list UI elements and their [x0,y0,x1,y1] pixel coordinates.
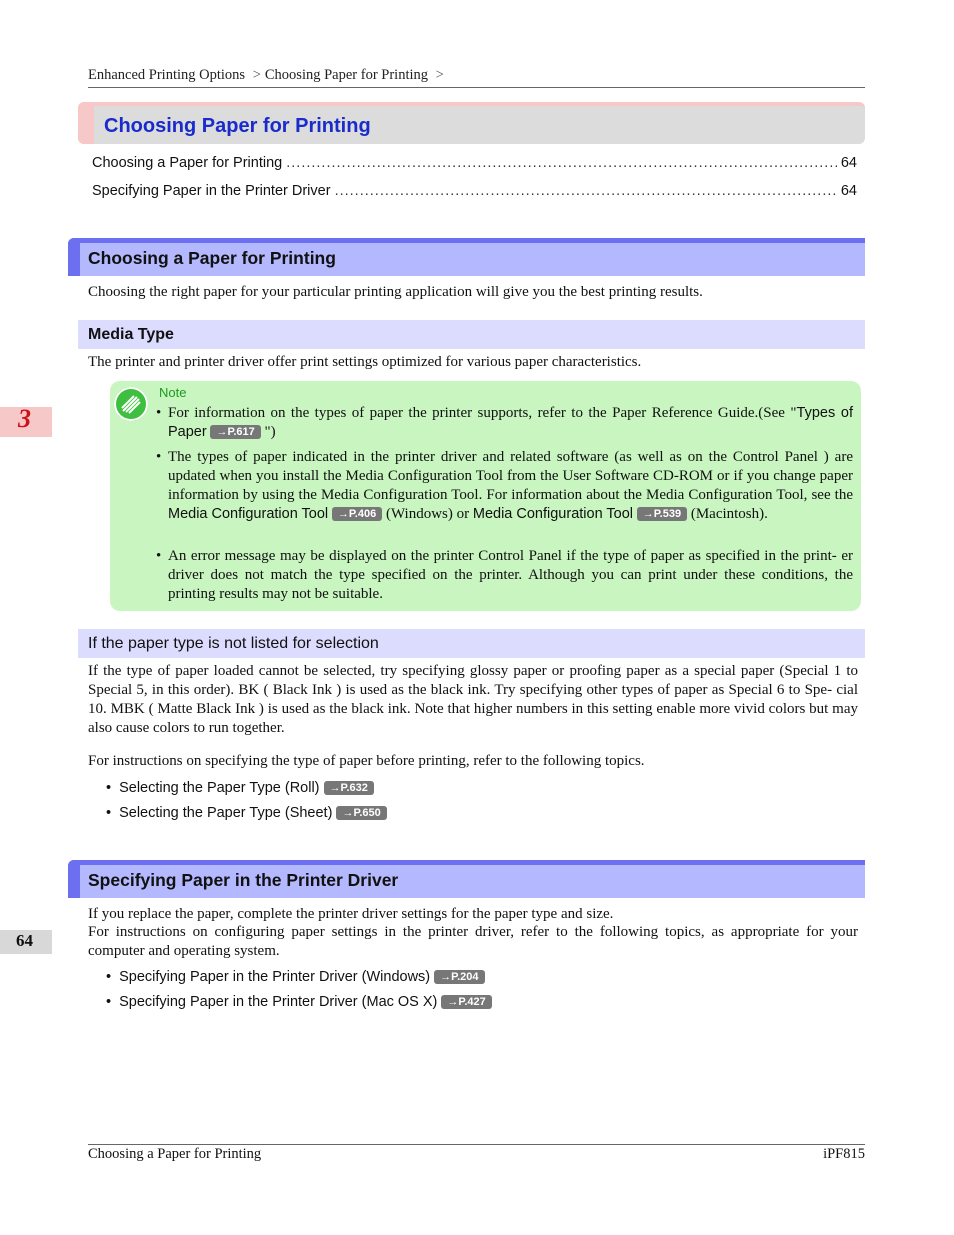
note-text: ") [260,424,276,440]
footer-title: Choosing a Paper for Printing [88,1146,262,1162]
subsection-title: If the paper type is not listed for selection [88,635,379,652]
toc-entry[interactable] [92,155,857,171]
toc-entry-label[interactable]: Specifying Paper in the Printer Driver [92,183,331,199]
page-ref-badge[interactable]: →P.204 [434,970,484,984]
page-ref-badge[interactable]: →P.632 [324,781,374,795]
not-listed-paragraph: If the type of paper loaded cannot be selected, try specifying glossy paper or proofing paper as a special paper (Special 1 to Special 5, in this order). BK ( Black Ink ) is used as the black ink. Try specifying other types of paper as Special 6 to Spe- cial 10. MBK ( Matte Black Ink ) is used as the black ink. Note that higher numbers in this setting enable more vivid colors but may also cause colors to run together. [88,663,858,736]
header-divider [88,87,865,88]
note-item: • For information on the types of paper the printer supports, refer to the Paper Reference Guide.(See "Types of Paper →P.617 ") [156,405,853,440]
toc-entry-page: 64 [840,155,857,171]
breadcrumb-item-choosing[interactable]: Choosing Paper for Printing [264,67,429,83]
media-configuration-tool-link[interactable]: Media Configuration Tool [168,506,329,522]
page-ref-badge[interactable]: →P.539 [637,507,687,521]
footer-model: iPF815 [823,1146,865,1162]
toc-entry-page: 64 [840,183,857,199]
chapter-number: 3 [18,404,31,433]
note-pencil-icon [114,387,148,421]
subsection-title: Media Type [88,326,174,343]
note-label: Note [159,385,187,400]
section-intro: Choosing the right paper for your particular printing application will give you the best printing results. [88,284,703,300]
toc-leader-dots [335,183,837,199]
topic-link[interactable]: Selecting the Paper Type (Sheet) [119,805,333,821]
note-item: • The types of paper indicated in the printer driver and related software (as well as on the Control Panel ) are updated when you install the Media Configuration Tool from the User Software CD-ROM or if you change paper information by using the Media Configuration Tool. For information about the Media Configuration Tool, see the Media Configuration Tool →P.406 (Windows) or Media Configuration Tool →P.539 (Macintosh). [156,449,853,522]
toc-leader-dots [286,155,837,171]
note-text: An error message may be displayed on the printer Control Panel if the type of paper as specified in the print- er driver does not match the type specified on the printer. Although you can print under these conditions, the printing results may not be suitable. [168,548,853,602]
note-text: (Macintosh). [687,506,768,522]
breadcrumb-separator: > [435,67,444,83]
topic-link-item[interactable]: • Specifying Paper in the Printer Driver (Windows) →P.204 [106,969,485,985]
not-listed-instructions: For instructions on specifying the type of paper before printing, refer to the following topics. [88,753,645,769]
subsection-header-band [78,320,865,349]
toc-entry[interactable] [92,183,857,199]
page-ref-badge[interactable]: →P.617 [210,425,260,439]
breadcrumb-item-enhanced[interactable]: Enhanced Printing Options [88,67,246,83]
section2-paragraph: If you replace the paper, complete the printer driver settings for the paper type and size. [88,906,614,922]
media-configuration-tool-link[interactable]: Media Configuration Tool [472,506,633,522]
topic-link[interactable]: Selecting the Paper Type (Roll) [119,780,320,796]
note-text: (Windows) or [382,506,473,522]
chapter-title: Choosing Paper for Printing [104,115,371,137]
breadcrumb [88,67,448,84]
topic-link[interactable]: Specifying Paper in the Printer Driver (Windows) [119,969,431,985]
topic-link-item[interactable]: • Specifying Paper in the Printer Driver (Mac OS X) →P.427 [106,994,492,1010]
media-type-text: The printer and printer driver offer print settings optimized for various paper characteristics. [88,354,642,370]
topic-link-item[interactable]: • Selecting the Paper Type (Sheet) →P.650 [106,805,387,821]
note-item: • An error message may be displayed on the printer Control Panel if the type of paper as specified in the print- er driver does not match the type specified on the printer. Although you can print under these conditions, the printing results may not be suitable. [156,548,853,602]
note-text: The types of paper indicated in the printer driver and related software (as well as on the Control Panel ) are updated when you install the Media Configuration Tool from the User Software CD-ROM or if you change paper information by using the Media Configuration Tool. For information about the Media Configuration Tool, see the [168,449,853,503]
toc-entry-label[interactable]: Choosing a Paper for Printing [92,155,283,171]
topic-link-item[interactable]: • Selecting the Paper Type (Roll) →P.632 [106,780,374,796]
page-ref-badge[interactable]: →P.427 [441,995,491,1009]
section-title: Choosing a Paper for Printing [88,248,336,268]
footer-divider [88,1144,865,1145]
chapter-header-accent [78,102,94,144]
page-ref-badge[interactable]: →P.650 [336,806,386,820]
page-number: 64 [16,931,33,950]
topic-link[interactable]: Specifying Paper in the Printer Driver (Mac OS X) [119,994,438,1010]
types-of-paper-link[interactable]: Types of Paper [168,405,853,440]
breadcrumb-separator: > [252,67,261,83]
note-text: For information on the types of paper the printer supports, refer to the Paper Reference Guide.(See " [168,405,797,421]
page-ref-badge[interactable]: →P.406 [332,507,382,521]
section2-instructions: For instructions on configuring paper settings in the printer driver, refer to the following topics, as appropriate for your computer and operating system. [88,924,858,959]
section-title: Specifying Paper in the Printer Driver [88,870,399,890]
